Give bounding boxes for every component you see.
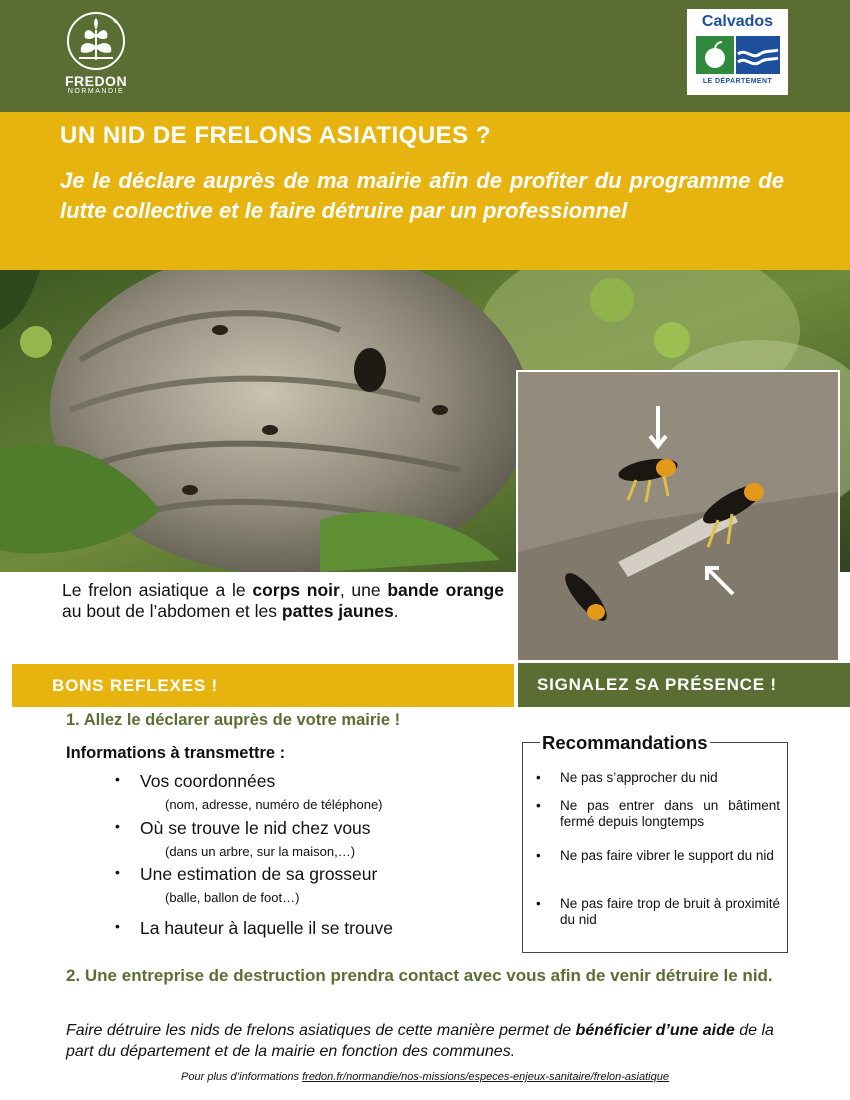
fredon-logo [58,10,134,106]
info-note: (balle, ballon de foot…) [165,890,300,905]
recommendation-item: • Ne pas faire vibrer le support du nid [560,848,780,864]
calvados-name: Calvados [701,13,774,30]
footer-info [0,1071,850,1083]
step-2: 2. Une entreprise de destruction prendra contact avec vous afin de venir détruire le nid. [66,966,773,985]
hornets-photo [516,370,840,662]
calvados-apple-wave-icon [696,36,780,74]
footer-prefix: Pour plus d’informations [181,1071,303,1083]
fredon-plant-icon [65,10,127,72]
recommendation-item: • Ne pas entrer dans un bâtiment fermé depuis longtemps [560,798,780,830]
closing-bold: bénéficier d’une aide [575,1022,735,1039]
description-text: . [393,601,399,621]
page-subtitle: Je le déclare auprès de ma mairie afin de profiter du programme de lutte collective et le faire détruire par un professionnel [60,168,784,223]
arrow-down-icon [646,404,670,450]
recommendations-title: Recommandations [542,732,708,753]
description-text: , une [339,580,388,600]
info-item: • La hauteur à laquelle il se trouve [140,918,393,939]
description-bold-legs: pattes jaunes [281,601,394,621]
fredon-name: FREDON [64,73,128,89]
calvados-sub: LE DÉPARTEMENT [702,78,773,85]
description-text: au bout de l’abdomen et les [62,601,282,621]
step-1: 1. Allez le déclarer auprès de votre mairie ! [66,711,401,729]
recommendation-item: • Ne pas faire trop de bruit à proximité du nid [560,896,780,928]
hornet-description [62,580,504,622]
info-item: • Où se trouve le nid chez vous [140,818,371,839]
footer-link[interactable]: fredon.fr/normandie/nos-missions/especes-enjeux-sanitaire/frelon-asiatique [302,1071,669,1083]
closing-part: Faire détruire les nids de frelons asiatiques de cette manière permet de [66,1022,576,1039]
info-heading: Informations à transmettre : [66,744,286,762]
info-note: (dans un arbre, sur la maison,…) [165,844,356,859]
hornets-on-wall-image [518,372,838,660]
closing-text [66,1020,776,1062]
description-bold-band: bande orange [387,580,504,600]
calvados-logo [687,9,788,95]
closing-part: de la part du département et de la mairie en fonction des communes. [66,1022,774,1060]
svg-text:✦: ✦ [112,17,119,26]
page-title: UN NID DE FRELONS ASIATIQUES ? [60,122,492,149]
recommendation-item: • Ne pas s’approcher du nid [560,770,780,786]
info-item: • Une estimation de sa grosseur [140,864,377,885]
bons-reflexes-title: BONS REFLEXES ! [52,676,218,695]
info-note: (nom, adresse, numéro de téléphone) [165,797,383,812]
description-text: Le frelon asiatique a le [62,580,253,600]
info-item: • Vos coordonnées [140,771,275,792]
fredon-sub: NORMANDIE [67,88,125,95]
signalez-title: SIGNALEZ SA PRÉSENCE ! [537,675,777,694]
arrow-up-left-icon [701,562,737,598]
description-bold-body: corps noir [252,580,340,600]
